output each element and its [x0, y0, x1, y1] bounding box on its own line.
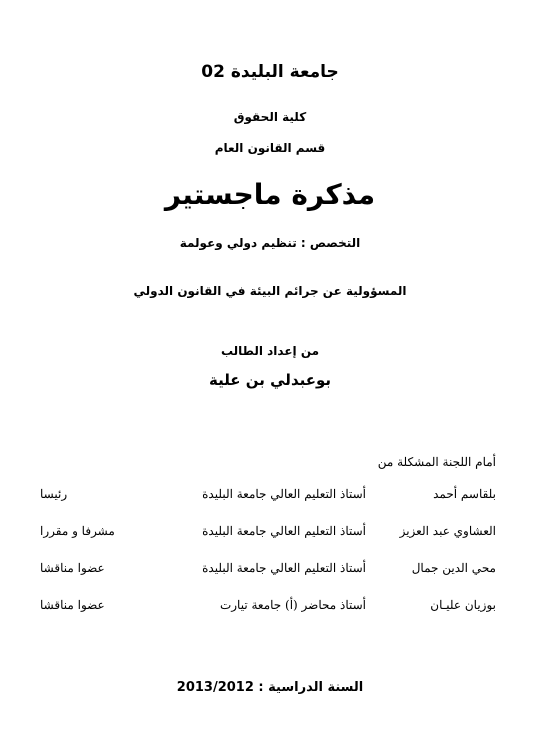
member-title: أستاذ محاضر (أ) جامعة تيارت — [219, 598, 366, 612]
member-title: أستاذ التعليم العالي جامعة البليدة — [202, 524, 366, 538]
committee-title: أمام اللجنة المشكلة من — [377, 455, 496, 469]
committee-list — [40, 487, 496, 635]
student-name: بوعبدلي بن علية — [208, 371, 332, 389]
committee-member-row — [40, 598, 496, 635]
faculty-name: كلية الحقوق — [233, 110, 307, 124]
thesis-topic: المسؤولية عن جرائم البيئة في القانون الدولي — [133, 284, 407, 298]
member-role: رئيسا — [40, 487, 68, 501]
committee-member-row — [40, 561, 496, 598]
university-name: جامعة البليدة 02 — [201, 62, 339, 82]
member-name: محي الدين جمال — [411, 561, 496, 575]
committee-member-row — [40, 524, 496, 561]
member-role: عضوا مناقشا — [40, 598, 105, 612]
thesis-type-title: مذكرة ماجستير — [164, 178, 376, 211]
academic-year: السنة الدراسية : 2013/2012 — [176, 680, 364, 695]
member-title: أستاذ التعليم العالي جامعة البليدة — [202, 561, 366, 575]
committee-member-row — [40, 487, 496, 524]
member-name: العشاوي عبد العزيز — [399, 524, 496, 538]
thesis-specialty: التخصص : تنظيم دولي وعولمة — [179, 236, 361, 250]
prepared-by-label: من إعداد الطالب — [220, 344, 320, 358]
member-role: مشرفا و مقررا — [40, 524, 115, 538]
member-title: أستاذ التعليم العالي جامعة البليدة — [202, 487, 366, 501]
member-role: عضوا مناقشا — [40, 561, 105, 575]
member-name: بلقاسم أحمد — [433, 487, 496, 501]
member-name: بوزيان عليـان — [430, 598, 496, 612]
department-name: قسم القانون العام — [214, 141, 326, 155]
